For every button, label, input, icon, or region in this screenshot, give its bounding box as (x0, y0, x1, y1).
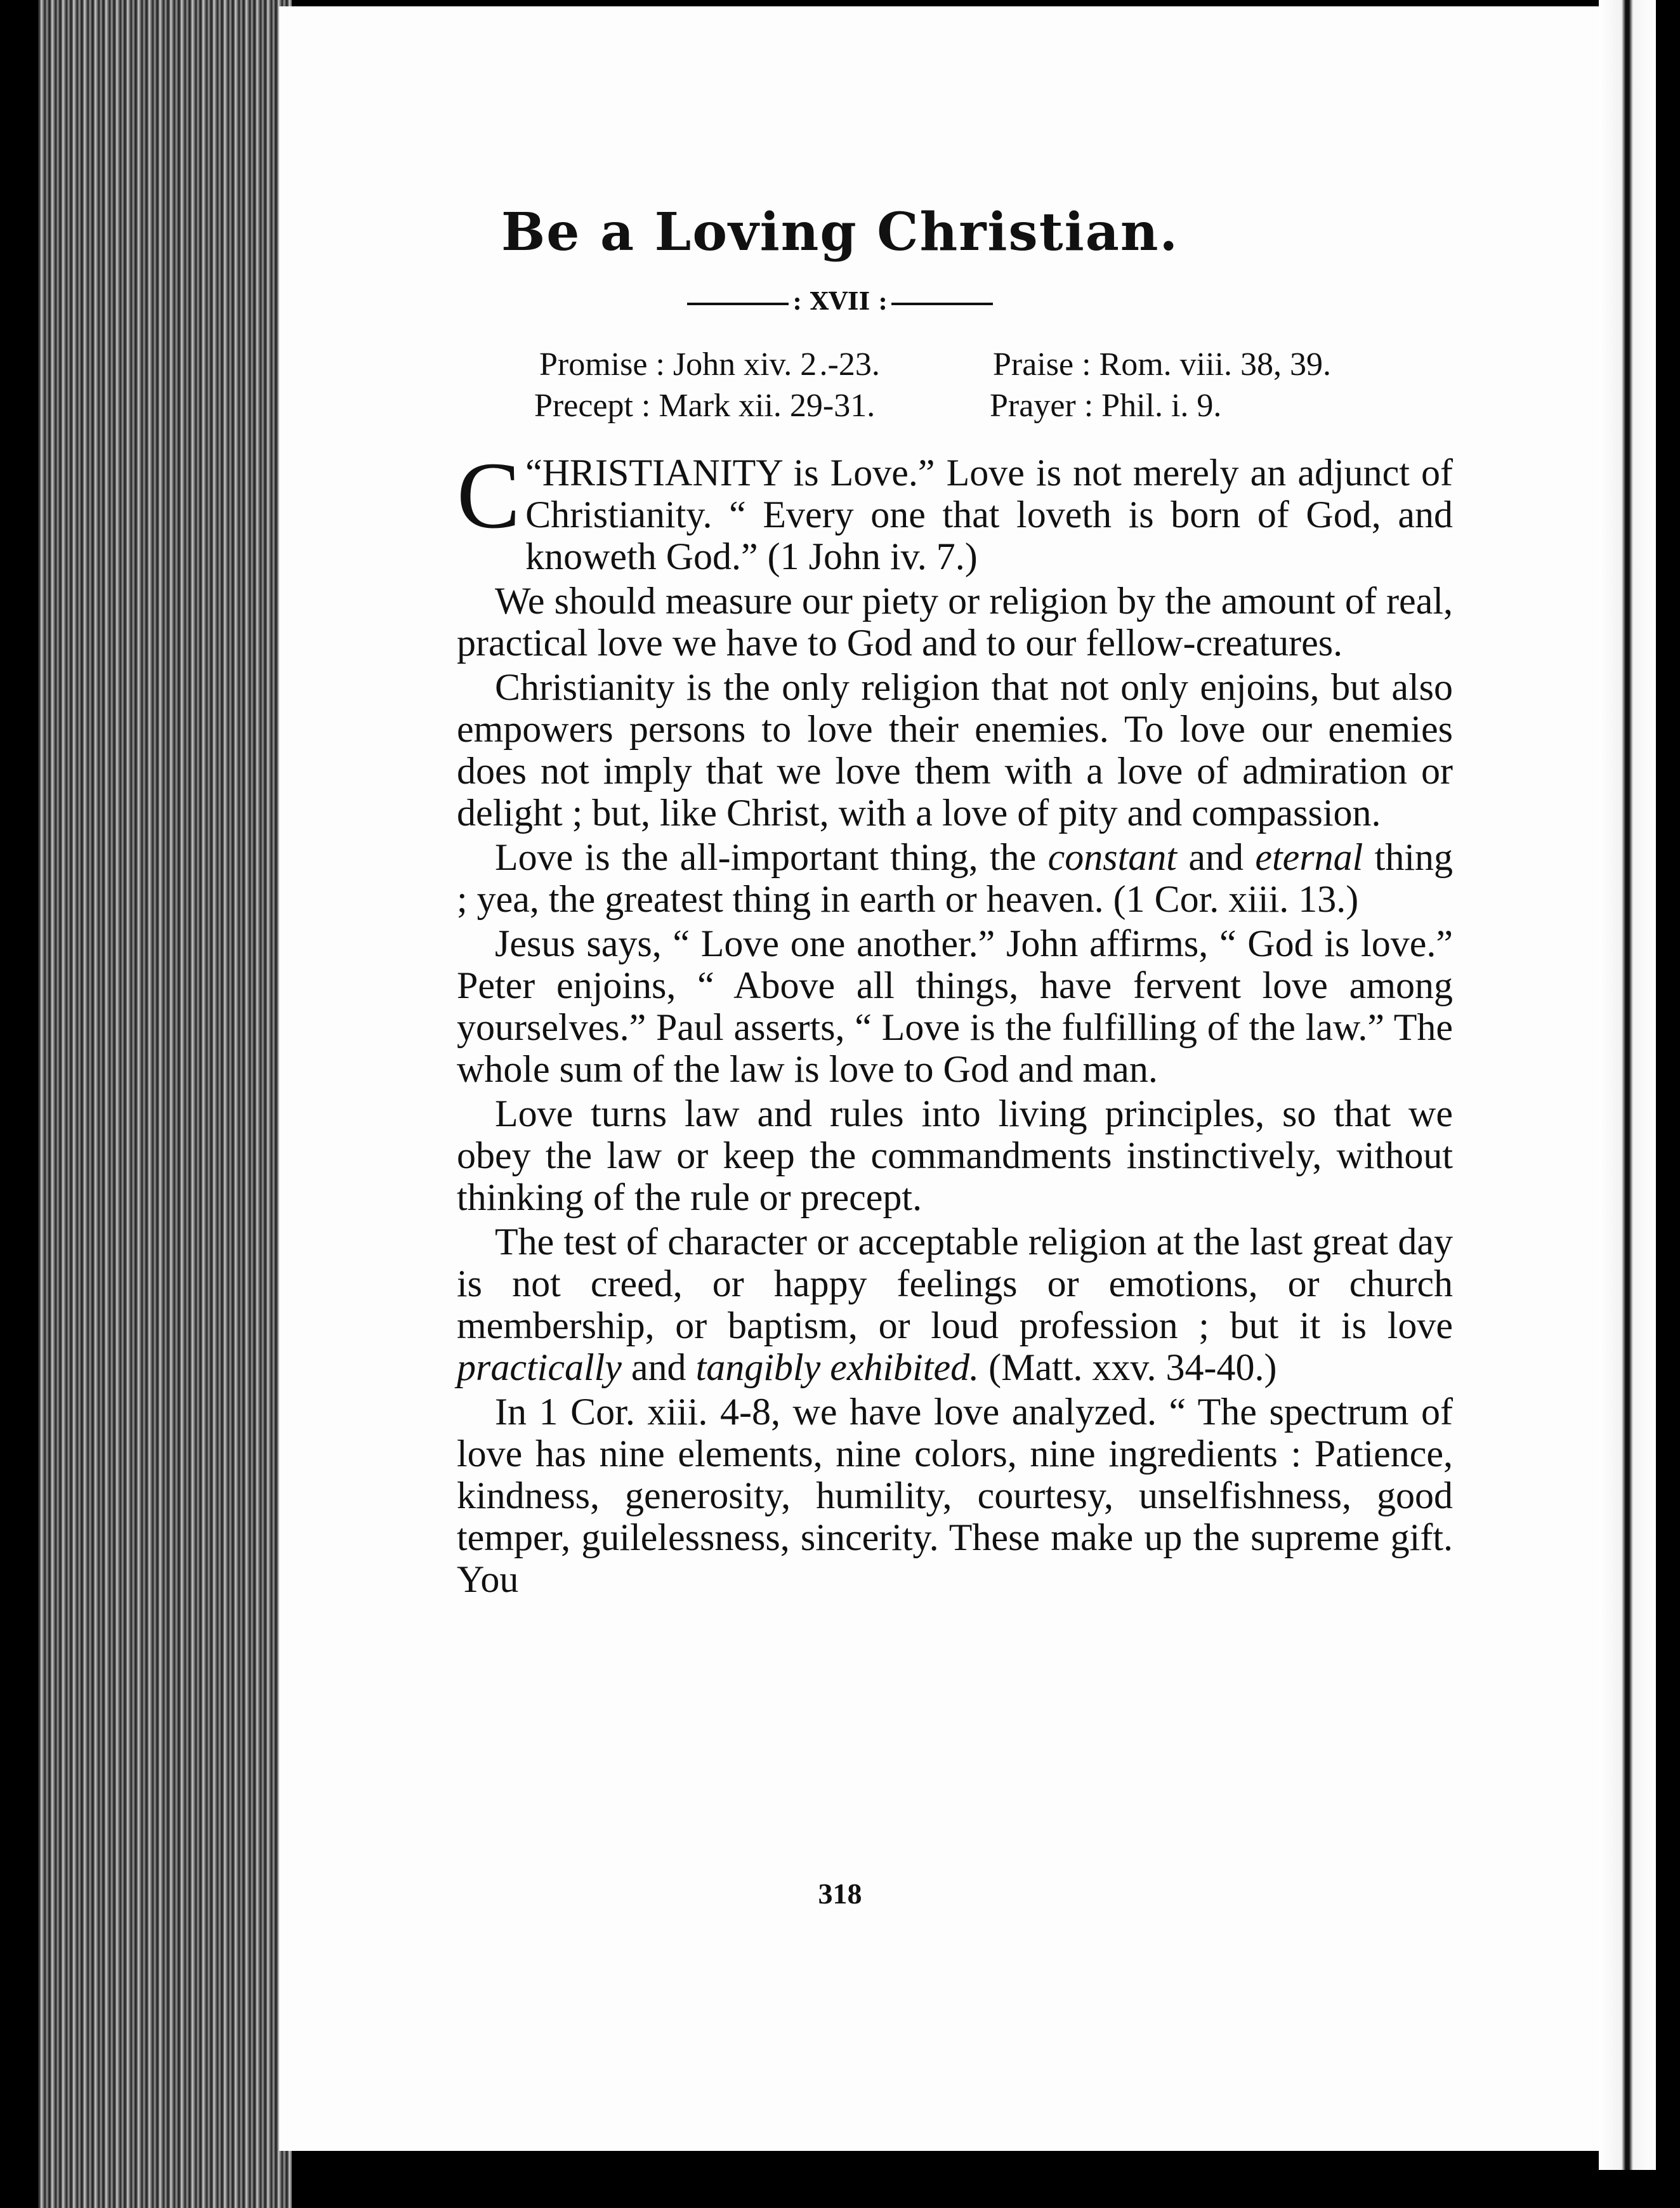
paragraph-4 (457, 836, 1453, 920)
ref-prayer: Prayer : Phil. i. 9. (990, 388, 1222, 424)
paragraph-5: Jesus says, “ Love one another.” John affirms, “ God is love.” Peter enjoins, “ Above all things, have fervent love among yourselves.” Paul asserts, “ Love is the fulfilling of the law.” The whole sum of the law is love to God and man. (457, 923, 1453, 1090)
paragraph-6: Love turns law and rules into living principles, so that we obey the law or keep the commandments instinctively, without thinking of the rule or precept. (457, 1093, 1453, 1218)
p4-italic-eternal: eternal (1255, 836, 1363, 878)
next-page-edge (1599, 0, 1656, 2170)
rule-right (891, 303, 993, 305)
chapter-number (0, 287, 1680, 315)
body-text (457, 443, 1453, 1603)
paragraph-7 (457, 1221, 1453, 1388)
paragraph-1 (457, 443, 1453, 577)
p7-italic-practically: practically (457, 1346, 622, 1388)
p7-text-a: The test of character or acceptable religion at the last great day is not creed, or happy feelings or emotions, or church membership, or baptism, or loud profession ; but it is love (457, 1221, 1453, 1346)
p7-text-e: (Matt. xxv. 34-40.) (979, 1346, 1277, 1388)
p7-text-c: and (621, 1346, 696, 1388)
paragraph-2: We should measure our piety or religion by the amount of real, practical love we have to God and to our fellow-creatures. (457, 580, 1453, 664)
paragraph-8: In 1 Cor. xiii. 4-8, we have love analyzed. “ The spectrum of love has nine elements, nine colors, nine ingredients : Patience, kindness, generosity, humility, courtesy, unselfishness, good temper, guilelessness, sincerity. These make up the supreme gift. You (457, 1391, 1453, 1600)
ref-praise: Praise : Rom. viii. 38, 39. (993, 346, 1331, 383)
paragraph-1-text: HRISTIANITY is Love.” Love is not merely an adjunct of Christianity. “ Every one that loveth is born of God, and knoweth God.” (1 John iv. 7.) (525, 452, 1453, 577)
ref-precept: Precept : Mark xii. 29-31. (534, 388, 876, 424)
chapter-label: : XVII : (792, 287, 888, 315)
paragraph-3: Christianity is the only religion that not only enjoins, but also empowers persons to love their enemies. To love our enemies does not imply that we love them with a love of admiration or delight ; but, like Christ, with a love of pity and compassion. (457, 666, 1453, 834)
rule-left (687, 303, 789, 305)
opening-quote: “ (525, 452, 542, 494)
p4-text-c: and (1176, 836, 1256, 878)
chapter-title: Be a Loving Christian. (501, 202, 1179, 263)
page-number: 318 (818, 1877, 862, 1910)
p4-text-a: Love is the all-important thing, the (495, 836, 1048, 878)
p7-italic-tangibly: tangibly exhibited. (695, 1346, 980, 1388)
p4-text-e: thing ; yea, the greatest thing in earth or heaven. (1 Cor. xiii. 13.) (457, 836, 1453, 920)
ref-promise: Promise : John xiv. 2 .-23. (539, 346, 880, 383)
p4-italic-constant: constant (1047, 836, 1177, 878)
drop-cap: C (457, 443, 521, 548)
